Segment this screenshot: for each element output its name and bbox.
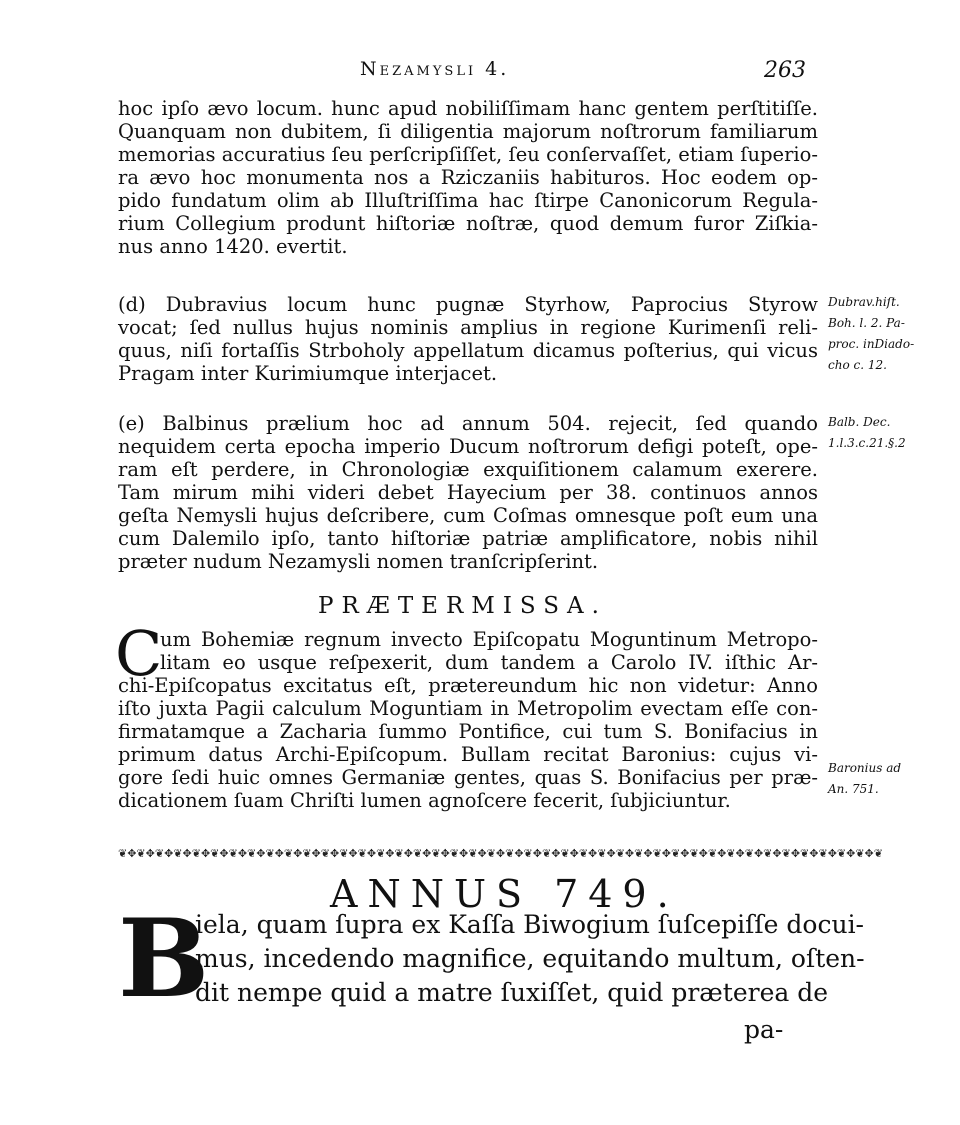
praetermissa-lines [118,674,818,812]
text-line: (d) Dubravius locum hunc pugnæ Styrhow, Paprocius Styrow [118,293,818,316]
text-line: nus anno 1420. evertit. [118,235,348,258]
margin-line: cho c. 12. [828,358,887,372]
text-line: dit nempe quid a matre ſuxiſſet, quid præterea de [195,978,829,1007]
praetermissa-lines-top [160,628,818,674]
text-line: geſta Nemysli hujus deſcribere, cum Coſmas omnesque poſt eum una [118,504,818,527]
text-line: chi-Epiſcopatus excitatus eſt, prætereundum hic non videtur: Anno [118,674,818,697]
ornamental-divider: ❦✥❦✥❦✥❦✥❦✥❦✥❦✥❦✥❦✥❦✥❦✥❦✥❦✥❦✥❦✥❦✥❦✥❦✥❦✥❦✥❦✥❦✥❦✥❦✥❦✥❦✥❦✥❦✥❦✥❦✥❦✥❦✥❦✥❦✥❦✥❦✥❦✥❦✥❦✥❦✥❦✥❦ [118,848,883,860]
text-line: vocat; ſed nullus hujus nominis amplius in regione Kurimenſi reli- [118,316,818,339]
text-line: hoc ipſo ævo locum. hunc apud nobiliſſimam hanc gentem perſtitiſſe. [118,97,818,120]
text-line: firmatamque a Zacharia ſummo Pontifice, cui tum S. Bonifacius in [118,720,818,743]
text-line: primum datus Archi-Epiſcopum. Bullam recitat Baronius: cujus vi- [118,743,818,766]
margin-line: Baronius ad [828,761,902,775]
text-line: cum Dalemilo ipſo, tanto hiſtoriæ patriæ amplificatore, nobis nihil [118,527,818,550]
text-line: memorias accuratius ſeu perſcripſiſſet, ſeu conſervaſſet, etiam ſuperio- [118,143,818,166]
footnote-d [118,293,818,385]
text-line: Tam mirum mihi videri debet Hayecium per 38. continuos annos [118,481,818,504]
paragraph-continuation [118,97,818,258]
annus-paragraph [195,908,865,1010]
text-line: Pragam inter Kurimiumque interjacet. [118,362,498,385]
text-line: ra ævo hoc monumenta nos a Rziczaniis habituros. Hoc eodem op- [118,166,818,189]
text-line: pido fundatum olim ab Illuſtriſſima hac ſtirpe Canonicorum Regula- [118,189,818,212]
margin-line: Dubrav.hiſt. [828,295,900,309]
text-line: præter nudum Nezamysli nomen tranſcripſerint. [118,550,599,573]
margin-line: proc. inDiado- [828,337,915,351]
text-line: iſto juxta Pagii calculum Moguntiam in Metropolim evectam eſſe con- [118,697,818,720]
margin-line: Boh. l. 2. Pa- [828,316,905,330]
text-line: ram eſt perdere, in Chronologiæ exquiſitionem calamum exerere. [118,458,818,481]
text-line: Quanquam non dubitem, ſi diligentia majorum noſtrorum familiarum [118,120,818,143]
margin-note-dubravius [828,292,943,376]
text-line: nequidem certa epocha imperio Ducum noſtrorum defigi poteſt, ope- [118,435,818,458]
page-number: 263 [764,58,806,83]
text-line: rium Collegium produnt hiſtoriæ noſtræ, quod demum furor Ziſkia- [118,212,818,235]
year-heading: ANNUS 749. [330,872,679,916]
running-title: Nezamysli 4. [360,58,510,80]
margin-note-baronius [828,758,943,800]
section-heading: PRÆTERMISSA. [318,593,607,619]
drop-cap: B [118,896,210,1022]
footnote-e [118,412,818,573]
text-line: um Bohemiæ regnum invecto Epiſcopatu Moguntinum Metropo- [160,628,818,651]
page-header [0,58,960,88]
text-line: litam eo usque reſpexerit, dum tandem a Carolo IV. iſthic Ar- [160,651,818,674]
catchword: pa- [744,1015,784,1044]
text-line: iela, quam ſupra ex Kaſſa Biwogium ſuſcepiſſe docui- [195,910,865,939]
margin-line: 1.l.3.c.21.§.2 [828,436,906,450]
text-line: (e) Balbinus prælium hoc ad annum 504. rejecit, ſed quando [118,412,818,435]
text-line: mus, incedendo magnifice, equitando multum, oſten- [195,944,865,973]
text-line: gore ſedi huic omnes Germaniæ gentes, quas S. Bonifacius per præ- [118,766,818,789]
text-line: quus, niſi fortaſſis Strboholy appellatum dicamus poſterius, qui vicus [118,339,818,362]
text-line: dicationem ſuam Chriſti lumen agnoſcere fecerit, ſubjiciuntur. [118,789,731,812]
margin-note-balbinus [828,412,943,454]
drop-cap: C [115,617,163,690]
margin-line: Balb. Dec. [828,415,891,429]
margin-line: An. 751. [828,782,879,796]
